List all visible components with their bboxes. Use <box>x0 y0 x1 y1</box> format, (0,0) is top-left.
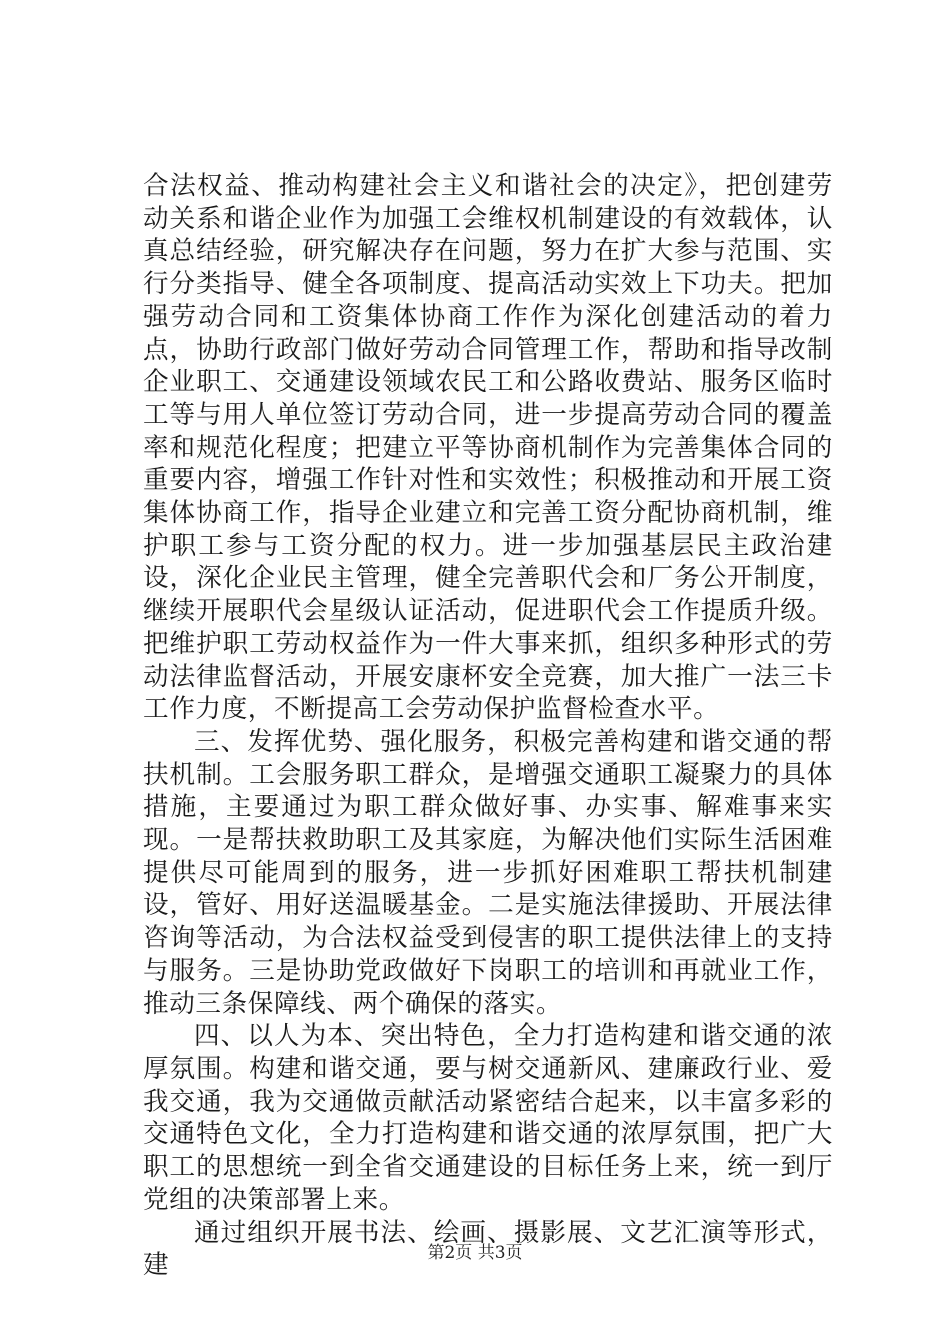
page-number-footer: 第2页 共3页 <box>427 1243 523 1263</box>
paragraph-activities: 通过组织开展书法、绘画、摄影展、文艺汇演等形式，建 <box>143 1217 833 1281</box>
paragraph-continuation: 合法权益、推动构建社会主义和谐社会的决定》，把创建劳动关系和谐企业作为加强工会维权机制建设的有效载体，认真总结经验，研究解决存在问题，努力在扩大参与范围、实行分类指导、健全各项制度、提高活动实效上下功夫。把加强劳动合同和工资集体协商工作作为深化创建活动的着力点，协助行政部门做好劳动合同管理工作，帮助和指导改制企业职工、交通建设领域农民工和公路收费站、服务区临时工等与用人单位签订劳动合同，进一步提高劳动合同的覆盖率和规范化程度；把建立平等协商机制作为完善集体合同的重要内容，增强工作针对性和实效性；积极推动和开展工资集体协商工作，指导企业建立和完善工资分配协商机制，维护职工参与工资分配的权力。进一步加强基层民主政治建设，深化企业民主管理，健全完善职代会和厂务公开制度，继续开展职代会星级认证活动，促进职代会工作提质升级。把维护职工劳动权益作为一件大事来抓，组织多种形式的劳动法律监督活动，开展安康杯安全竞赛，加大推广一法三卡工作力度，不断提高工会劳动保护监督检查水平。 <box>143 171 833 725</box>
paragraph-section-four: 四、以人为本、突出特色，全力打造构建和谐交通的浓厚氛围。构建和谐交通，要与树交通新风、建廉政行业、爱我交通，我为交通做贡献活动紧密结合起来，以丰富多彩的交通特色文化，全力打造构建和谐交通的浓厚氛围，把广大职工的思想统一到全省交通建设的目标任务上来，统一到厅党组的决策部署上来。 <box>143 1021 833 1215</box>
paragraph-section-three: 三、发挥优势、强化服务，积极完善构建和谐交通的帮扶机制。工会服务职工群众，是增强交通职工凝聚力的具体措施，主要通过为职工群众做好事、办实事、解难事来实现。一是帮扶救助职工及其家庭，为解决他们实际生活困难提供尽可能周到的服务，进一步抓好困难职工帮扶机制建设，管好、用好送温暖基金。二是实施法律援助、开展法律咨询等活动，为合法权益受到侵害的职工提供法律上的支持与服务。三是协助党政做好下岗职工的培训和再就业工作，推动三条保障线、两个确保的落实。 <box>143 726 833 1019</box>
body-text <box>143 170 833 1282</box>
